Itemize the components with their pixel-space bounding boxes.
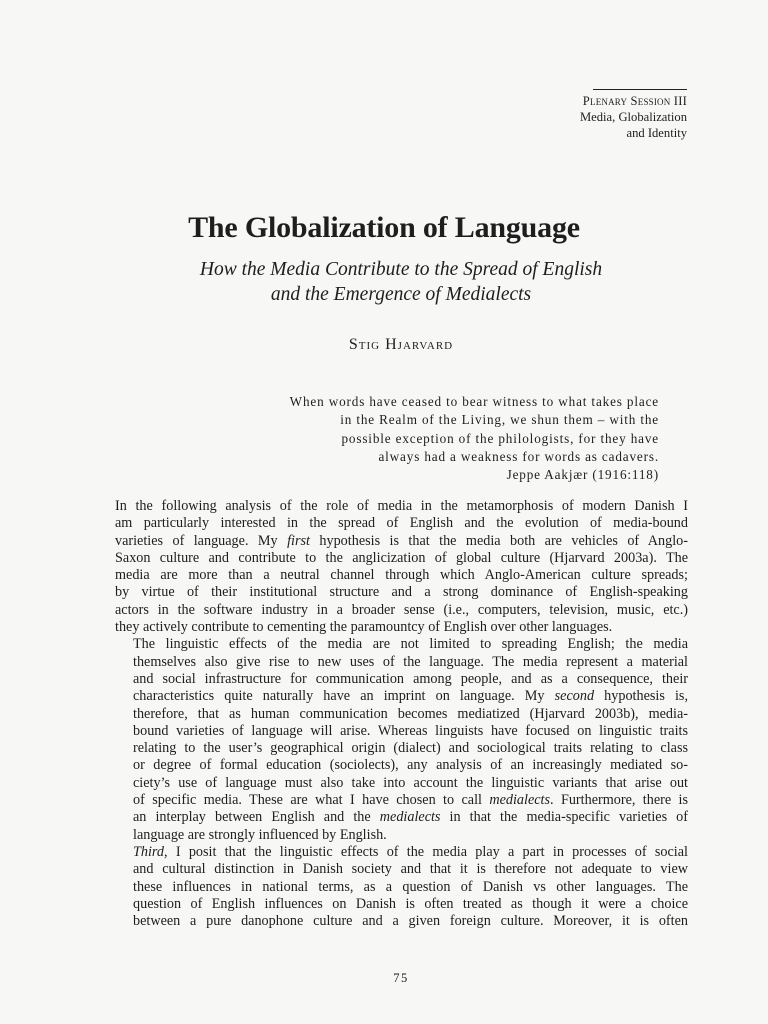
subtitle-line1: How the Media Contribute to the Spread of English	[199, 259, 603, 280]
text-line: actors in the software industry in a broader sense (i.e., computers, television, music, etc.)	[115, 601, 688, 618]
subtitle-line2: and the Emergence of Medialects	[270, 284, 532, 305]
text-line: and cultural distinction in Danish society and that it is therefore not adequate to view	[133, 861, 688, 878]
text-line: Saxon culture and contribute to the anglicization of global culture (Hjarvard 2003a). The	[115, 549, 688, 566]
text-line: or degree of formal education (sociolects), any analysis of an increasingly mediated so-	[133, 757, 688, 774]
text-line: therefore, that as human communication becomes mediatized (Hjarvard 2003b), media-	[133, 705, 688, 722]
text-line: relating to the user’s geographical origin (dialect) and sociological traits relating to class	[133, 740, 688, 757]
text-line: of specific media. These are what I have chosen to call medialects. Furthermore, there is	[133, 792, 689, 809]
text-line: they actively contribute to cementing the paramountcy of English over other languages.	[115, 619, 613, 636]
text-line: question of English influences on Danish is often treated as though it were a choice	[133, 895, 688, 912]
text-line: varieties of language. My first hypothesis is that the media both are vehicles of Anglo-	[115, 532, 689, 549]
text-line: between a pure danophone culture and a given foreign culture. Moreover, it is often	[133, 913, 688, 930]
session-topic-line2: and Identity	[626, 126, 687, 140]
epigraph-line: When words have ceased to bear witness to what takes place	[289, 394, 659, 409]
page-number: 75	[393, 971, 409, 985]
text-line: these influences in national terms, as a question of Danish vs other languages. The	[133, 878, 688, 895]
text-line: by virtue of their institutional structure and a strong dominance of English-speaking	[115, 584, 688, 601]
body-text	[115, 498, 688, 930]
epigraph-line: always had a weakness for words as cadavers.	[378, 448, 659, 464]
epigraph	[219, 393, 659, 484]
text-line: bound varieties of language will arise. Whereas linguists have focused on linguistic traits	[133, 722, 688, 739]
paragraph-3	[115, 844, 688, 930]
text-line: am particularly interested in the spread of English and the evolution of media-bound	[115, 515, 688, 532]
article-subtitle	[0, 257, 768, 307]
text-line: and social infrastructure for communication among people, and as a consequence, their	[133, 670, 688, 687]
paragraph-2	[115, 636, 688, 844]
author-name: Stig Hjarvard	[348, 336, 454, 353]
text-line: Third, I posit that the linguistic effects of the media play a part in processes of social	[133, 843, 688, 860]
epigraph-attribution: Jeppe Aakjær (1916:118)	[506, 467, 659, 483]
text-line: ciety’s use of language must also take into account the linguistic variants that arise out	[133, 774, 688, 791]
session-topic-line1: Media, Globalization	[579, 110, 687, 124]
session-header	[487, 89, 687, 141]
paragraph-1	[115, 498, 688, 636]
text-line: an interplay between English and the medialects in that the media-specific varieties of	[133, 809, 688, 826]
epigraph-line: in the Realm of the Living, we shun them – with the	[340, 412, 659, 428]
text-line: characteristics quite naturally have an imprint on language. My second hypothesis is,	[133, 688, 688, 705]
article-title: The Globalization of Language	[188, 211, 580, 244]
text-line: In the following analysis of the role of media in the metamorphosis of modern Danish I	[115, 498, 688, 514]
text-line: media are more than a neutral channel through which Anglo-American culture spreads;	[115, 567, 688, 584]
text-line: themselves also give rise to new uses of the language. The media represent a material	[133, 653, 688, 670]
session-label: Plenary Session III	[582, 94, 687, 108]
epigraph-line: possible exception of the philologists, for they have	[341, 430, 659, 446]
header-rule	[593, 89, 687, 90]
text-line: The linguistic effects of the media are not limited to spreading English; the media	[133, 636, 688, 653]
text-line: language are strongly influenced by English.	[133, 826, 387, 843]
